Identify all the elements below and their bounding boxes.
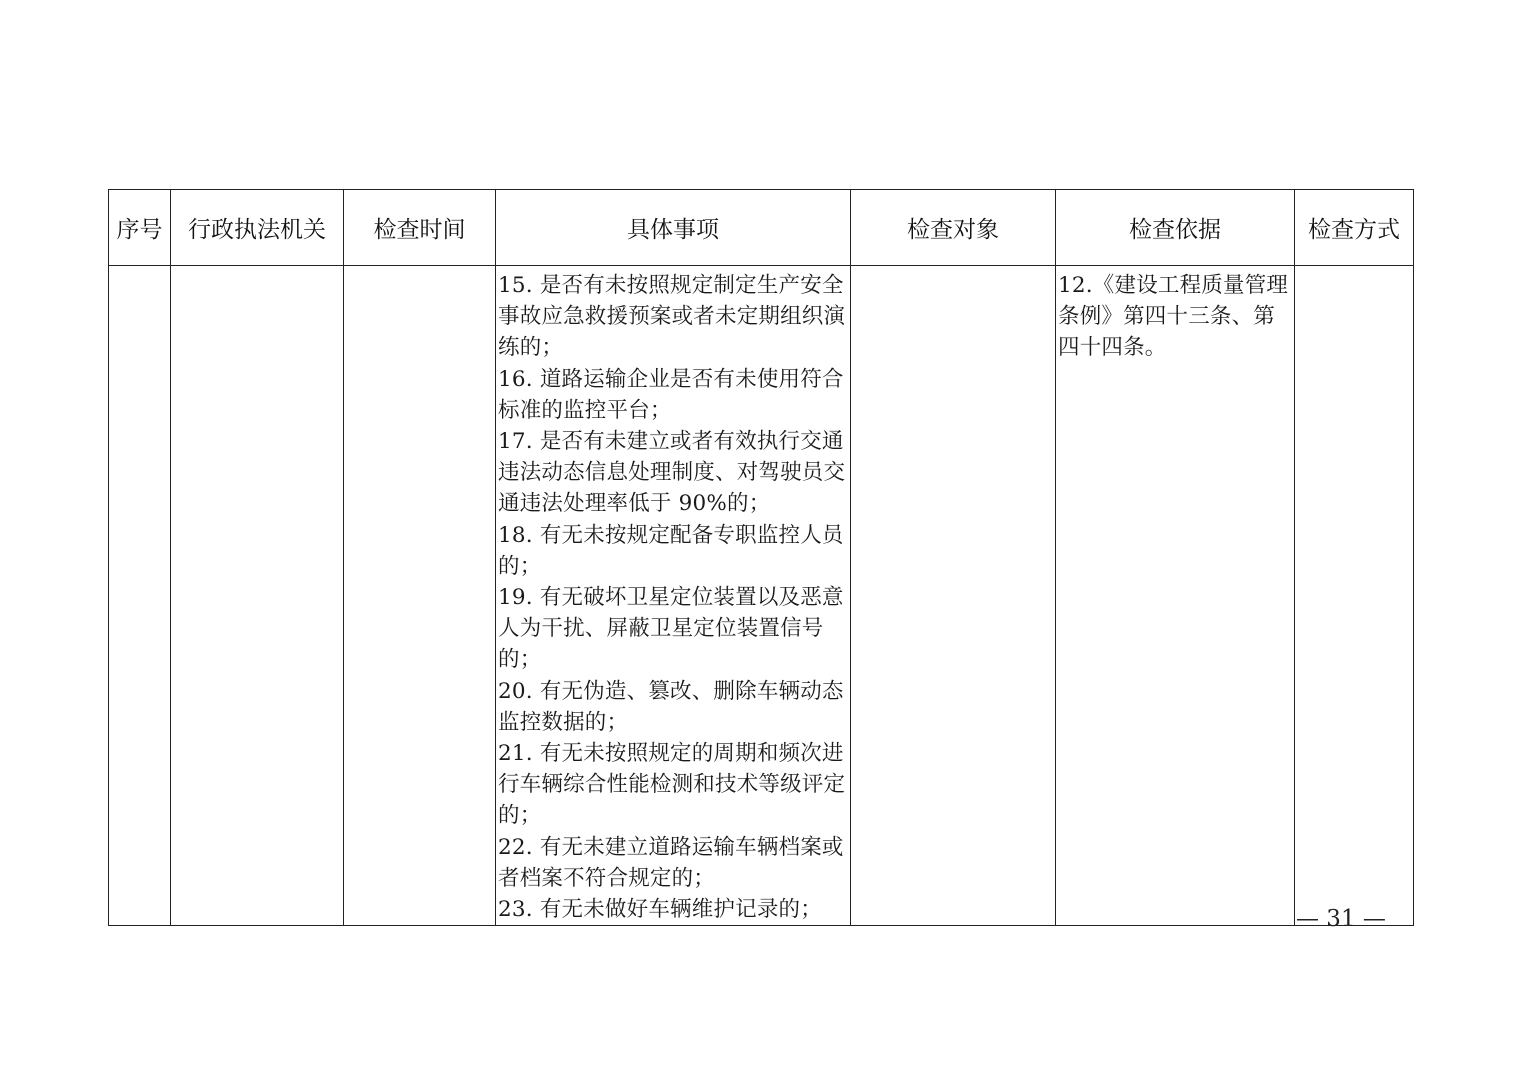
- basis-text: 12.《建设工程质量管理条例》第四十三条、第四十四条。: [1058, 273, 1289, 361]
- cell-items: [496, 266, 851, 926]
- cell-target: [851, 266, 1056, 926]
- cell-agency: [171, 266, 344, 926]
- items-text: 15. 是否有未按照规定制定生产安全事故应急救援预案或者未定期组织演练的； 16. 道路运输企业是否有未使用符合标准的监控平台； 17. 是否有未建立或者有效执行交通违法动态信息处理制度、对驾驶员交通违法处理率低于 90%的； 18. 有无未按规定配备专职监控人员的； 19. 有无破坏卫星定位装置以及恶意人为干扰、屏蔽卫星定位装置信号的； 20. 有无伪造、篡改、删除车辆动态监控数据的； 21. 有无未按照规定的周期和频次进行车辆综合性能检测和技术等级评定的； 22. 有无未建立道路运输车辆档案或者档案不符合规定的； 23. 有无未做好车辆维护记录的；: [498, 273, 846, 923]
- header-method: 检查方式: [1295, 190, 1414, 266]
- cell-seq: [109, 266, 171, 926]
- cell-basis: [1056, 266, 1295, 926]
- table-row: [109, 266, 1414, 926]
- cell-method: [1295, 266, 1414, 926]
- header-basis: 检查依据: [1056, 190, 1295, 266]
- page-number: — 31 —: [1296, 906, 1386, 932]
- header-row: [109, 190, 1414, 266]
- header-seq: 序号: [109, 190, 171, 266]
- header-items: 具体事项: [496, 190, 851, 266]
- header-time: 检查时间: [344, 190, 496, 266]
- header-agency: 行政执法机关: [171, 190, 344, 266]
- header-target: 检查对象: [851, 190, 1056, 266]
- inspection-table: [108, 189, 1414, 926]
- cell-time: [344, 266, 496, 926]
